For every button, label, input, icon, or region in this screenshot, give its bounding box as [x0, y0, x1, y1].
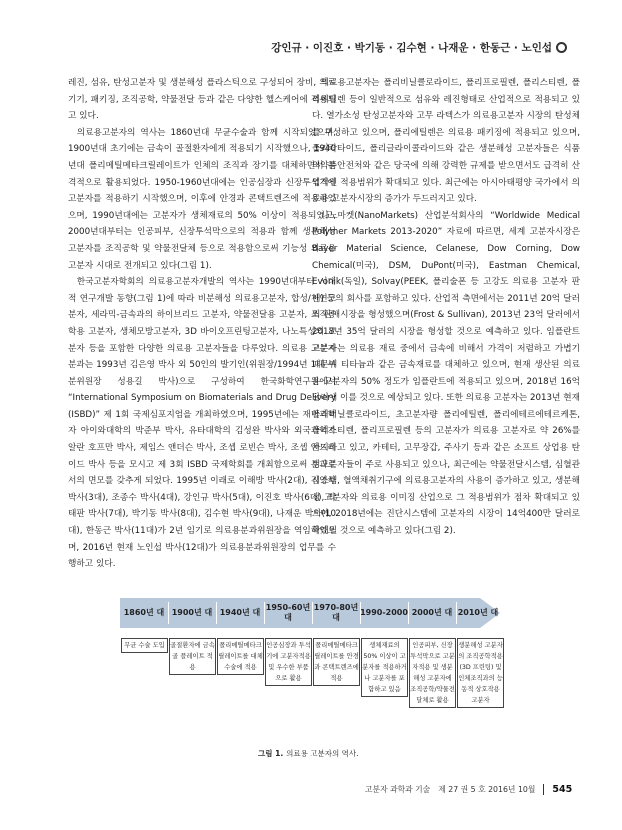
timeline-period: 1860년 대: [123, 608, 165, 617]
paragraph: 한국고분자학회의 의료용고분자개발의 역사는 1990년대부터 시대적 연구개발 동향(그림 1)에 따라 비분해성 의료용고분자, 합성/천연고분자, 세라믹-금속과의 하이브리드 고분자, 약물전달용 고분자, 조직공학용 고분자, 생체모방고분자, 3D 바이오프린팅고분자, 나노특성의 고분자 등을 포함한 다양한 의료용 고분자들을 다루었다. 의료용 고분자분과는 1993년 김은영 박사 외 50인의 발기인(위원장/1994년 1대 부분위원장 성용길 박사)으로 구성하여 한국화학연구원에서 “International Symposium on Biomaterials and Drug Delivery (ISBD)” 제 1회 국제심포지엄을 개최하였으며, 1995년에는 재미과학자 아이와대학의 박준부 박사, 유타대학의 김성완 박사와 외국과학자 알란 호프만 박사, 제임스 앤더슨 박사, 조셉 로빈슨 박사, 조셉 안드레이드 박사 등을 모시고 제 3회 ISBD 국제학회를 개최함으로써 분과로서의 면모를 갖추게 되었다. 1995년 이래로 이해방 박사(2대), 김영하 박사(3대), 조종수 박사(4대), 강인규 박사(5대), 이진호 박사(6대), 박태판 박사(7대), 박기동 박사(8대), 김수현 박사(9대), 나재운 박사(10대), 한동근 박사(11대)가 2년 임기로 의료용분과위원장을 역임하였으며, 2016년 현재 노인섭 박사(12대)가 의료용분과위원장의 업무를 수행하고 있다.: [68, 277, 336, 570]
timeline-box: 폴리메틸메타크릴레이트를 대체수술에 적용: [217, 638, 264, 675]
timeline-box: 생체재료의 50% 이상이 고분자를 적용하거나 고분자를 포함하고 있음: [361, 638, 408, 697]
timeline-box: 생분해성 고분자의 조직공학적용 (3D 프린팅) 및 인체조직과의 능동적 상호작용 고분자: [457, 638, 504, 708]
caption-label: 그림 1.: [258, 749, 284, 758]
page-number: 545: [552, 784, 573, 795]
timeline-box: 폴리메틸메타크릴레이트를 안경과 콘택트렌즈에 적용: [313, 638, 360, 686]
paragraph: 의료용고분자의 역사는 1860년대 무균수술과 함께 시작되었으며, 1900년대 초기에는 금속이 골절환자에게 적용되기 시작했으나, 1940년대 폴리메틸메타크릴레이트가 인체의 조직과 장기를 대체하면서 본격적으로 활용되었다. 1950-1960년대에는 인공심장과 신장투석기에 고분자를 적용하기 시작했으며, 이후에 안경과 콘택트렌즈에 적용하였으며, 1990년대에는 고분자가 생체재료의 50% 이상이 적용되었고, 2000년대부터는 인공피부, 신장투석막으로의 적용과 함께 생분해성 고분자를 조직공학 및 약물전달체 등으로 적용함으로써 기능성 의료용고분자 시대로 전개되고 있다(그림 1).: [68, 127, 336, 271]
paragraph: 레진, 섬유, 탄성고분자 및 생분해성 플라스틱으로 구성되어 장비, 의료기기, 패키징, 조직공학, 약물전달 등과 같은 다양한 헬스케어에 적용되고 있다.: [68, 78, 336, 122]
issue-info: 제 27 권 5 호 2016년 10월: [438, 785, 536, 794]
timeline-box: 인공피부, 신장투석막으로 고분자적용 및 생분해성 고분자에 조직공학/약물전달체로 활용: [409, 638, 456, 708]
author-list: 강인규 · 이진호 · 박기동 · 김수현 · 나재운 · 한동근 · 노인섭: [271, 42, 552, 54]
timeline-period: 1950-60년 대: [265, 603, 311, 622]
journal-name: 고분자 과학과 기술: [365, 785, 431, 794]
timeline-period: 2010년 대: [457, 608, 499, 617]
right-column: [312, 75, 580, 540]
timeline-period: 1990-2000: [360, 608, 408, 617]
timeline-box: 골절환자에 금속 골 플레이트 적용: [169, 638, 216, 675]
timeline-period: 2000년 대: [411, 608, 453, 617]
circle-bullet-icon: [556, 42, 567, 53]
left-column: [68, 75, 336, 573]
timeline-box: 인공심장과 투석기에 고분자적용 및 우수한 부품으로 활용: [265, 638, 312, 686]
page-footer: [365, 784, 572, 795]
divider: [543, 784, 544, 795]
history-timeline: [120, 598, 500, 628]
timeline-period: 1970-80년 대: [313, 603, 359, 622]
paragraph: 의료용고분자는 폴리비닐클로라이드, 폴리프로필렌, 폴리스티렌, 폴리에틸렌 등이 일반적으로 섬유와 레진형태로 산업적으로 적용되고 있다. 열가소성 탄성고분자와 고무 라텍스가 의료용고분자 시장의 탄성체를 구성하고 있으며, 폴리에틸렌은 의료용 패키징에 적용되고 있으며, 폴리락타이드, 폴리글라이콜라이드와 같은 생분해성 고분자들은 식품의약품안전처와 같은 당국에 의해 강력한 규제를 받으면서도 급격히 산업적인 적용범위가 확대되고 있다. 최근에는 아시아태평양 국가에서 의료용 고분자시장의 증가가 두드러지고 있다.: [312, 78, 580, 205]
timeline-period: 1940년 대: [219, 608, 261, 617]
running-header: [271, 40, 567, 55]
paragraph: 나노마켓(NanoMarkets) 산업분석회사의 “Worldwide Medical Polymer Markets 2013-2020” 자료에 따르면, 세계 고분자시장은 Bayer Material Science, Celanese, Dow Corning, Dow Chemical(미국), DSM, DuPont(미국), Eastman Chemical, Evonik(독일), Solvay(PEEK, 폴리술폰 등 고강도 의료용 고분자 판매) 등의 회사를 포함하고 있다. 산업적 측면에서는 2011년 20억 달러의 판매시장을 형성했으며(Frost & Sullivan), 2013년 23억 달러에서 2018년 35억 달러의 시장을 형성할 것으로 예측하고 있다. 임플란트 고분자는 의료용 재료 중에서 금속에 비해서 가격이 저렴하고 가볍기 때문에 티타늄과 같은 금속재료를 대체하고 있으며, 현재 생산된 의료용 고분자의 50% 정도가 임플란트에 적용되고 있으며, 2018년 16억 달러에 이를 것으로 예상되고 있다. 또한 의료용 고분자는 2013년 현재 폴리비닐클로라이드, 초고분자량 폴리에틸렌, 폴리에테르에테르케톤, 폴리스티렌, 폴리프로필렌 등의 고분자가 의료용 고분자로 약 26%를 차지하고 있고, 카테터, 고무장갑, 주사기 등과 같은 소프트 상업용 탄성고분자들이 주로 사용되고 있으나, 최근에는 약물전달시스템, 심혈관시스템, 혈액채취기구에 의료용고분자의 사용이 증가하고 있고, 생분해성 고분자와 의료용 이미징 산업으로 그 적용범위가 점차 확대되고 있으며, 2018년에는 진단시스템에 고분자의 시장이 14억400만 달러로 확대될 것으로 예측하고 있다(그림 2).: [312, 210, 580, 537]
timeline-period: 1900년 대: [171, 608, 213, 617]
figure-caption: [258, 748, 359, 759]
timeline-box: 무균 수술 도입: [121, 638, 168, 653]
caption-text: 의료용 고분자의 역사.: [286, 749, 359, 758]
